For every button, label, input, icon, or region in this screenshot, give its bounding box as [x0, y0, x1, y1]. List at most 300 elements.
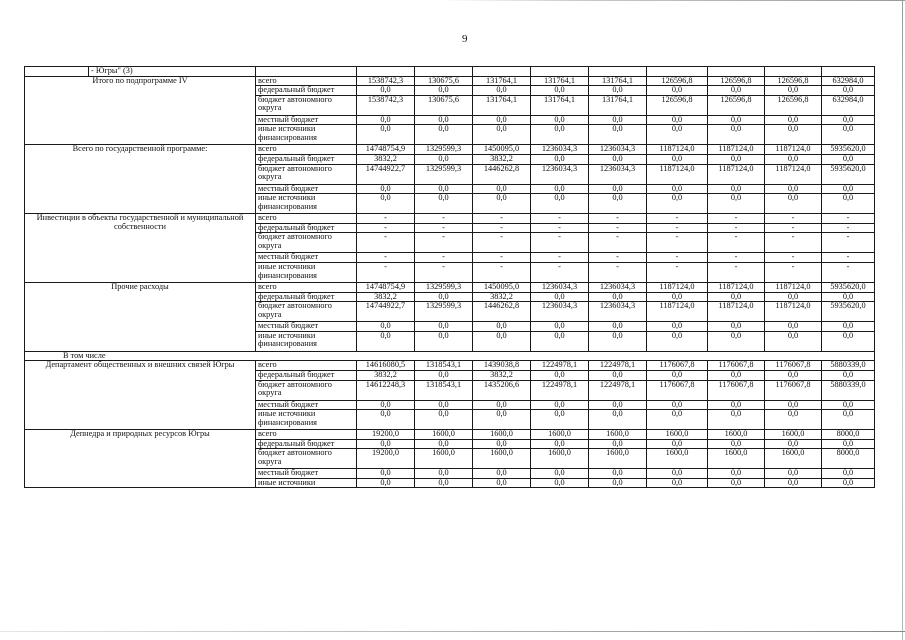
funding-source-cell: всего: [256, 76, 357, 86]
value-cell: -: [589, 214, 647, 224]
value-cell: 1600,0: [415, 430, 473, 440]
value-cell: -: [708, 223, 765, 233]
value-cell: 0,0: [531, 400, 589, 410]
value-cell: 0,0: [765, 400, 822, 410]
funding-source-cell: местный бюджет: [256, 184, 357, 194]
funding-source-cell: федеральный бюджет: [256, 439, 357, 449]
value-cell: 1600,0: [589, 449, 647, 469]
value-cell: 1600,0: [765, 430, 822, 440]
value-cell: 1600,0: [415, 449, 473, 469]
value-cell: 0,0: [708, 86, 765, 96]
value-cell: 0,0: [531, 154, 589, 164]
value-cell: 0,0: [708, 292, 765, 302]
funding-source-cell: бюджет автономного округа: [256, 95, 357, 115]
value-cell: 3832,2: [357, 154, 415, 164]
value-cell: 1176067,8: [647, 361, 708, 371]
value-cell: 0,0: [357, 194, 415, 214]
value-cell: 1187124,0: [765, 145, 822, 155]
value-cell: 1538742,3: [357, 76, 415, 86]
funding-source-cell: местный бюджет: [256, 322, 357, 332]
value-cell: 8000,0: [822, 449, 875, 469]
funding-source-cell: всего: [256, 282, 357, 292]
value-cell: 0,0: [589, 469, 647, 479]
value-cell: 0,0: [589, 439, 647, 449]
scan-edge-bottom: [0, 631, 905, 632]
funding-source-cell: иные источники финансирования: [256, 262, 357, 282]
value-cell: 0,0: [473, 478, 531, 488]
value-cell: 0,0: [589, 478, 647, 488]
funding-source-cell: всего: [256, 145, 357, 155]
page-number: 9: [462, 33, 468, 45]
value-cell: 0,0: [708, 115, 765, 125]
value-cell: 1538742,3: [357, 95, 415, 115]
funding-source-cell: федеральный бюджет: [256, 154, 357, 164]
value-cell: 0,0: [589, 370, 647, 380]
value-cell: 0,0: [822, 86, 875, 96]
funding-source-cell: бюджет автономного округа: [256, 302, 357, 322]
value-cell: 1236034,3: [589, 302, 647, 322]
value-cell: 5880339,0: [822, 380, 875, 400]
value-cell: 1187124,0: [708, 302, 765, 322]
value-cell: 0,0: [822, 322, 875, 332]
value-cell: 0,0: [415, 154, 473, 164]
value-cell: 1450095,0: [473, 282, 531, 292]
continuation-empty-cell: [822, 67, 875, 77]
value-cell: 5935620,0: [822, 302, 875, 322]
value-cell: 8000,0: [822, 430, 875, 440]
value-cell: 0,0: [415, 292, 473, 302]
value-cell: 0,0: [647, 331, 708, 351]
value-cell: 0,0: [589, 400, 647, 410]
value-cell: -: [357, 214, 415, 224]
funding-source-cell: местный бюджет: [256, 115, 357, 125]
value-cell: 3832,2: [357, 292, 415, 302]
value-cell: 1224978,1: [531, 380, 589, 400]
continuation-row: [25, 67, 875, 77]
value-cell: 1439038,8: [473, 361, 531, 371]
value-cell: -: [473, 233, 531, 253]
funding-source-cell: федеральный бюджет: [256, 86, 357, 96]
value-cell: 1236034,3: [531, 302, 589, 322]
value-cell: 0,0: [415, 439, 473, 449]
value-cell: 0,0: [647, 125, 708, 145]
value-cell: 131764,1: [531, 76, 589, 86]
value-cell: 5935620,0: [822, 282, 875, 292]
funding-source-cell: местный бюджет: [256, 253, 357, 263]
value-cell: -: [531, 214, 589, 224]
value-cell: 0,0: [415, 410, 473, 430]
value-cell: 126596,8: [708, 76, 765, 86]
value-cell: 0,0: [647, 370, 708, 380]
value-cell: 0,0: [822, 292, 875, 302]
value-cell: 0,0: [473, 400, 531, 410]
value-cell: 0,0: [647, 194, 708, 214]
value-cell: 0,0: [765, 194, 822, 214]
value-cell: 0,0: [765, 184, 822, 194]
continuation-empty-cell: [256, 67, 357, 77]
budget-table: [24, 66, 875, 488]
value-cell: 1176067,8: [708, 361, 765, 371]
funding-source-cell: иные источники финансирования: [256, 194, 357, 214]
value-cell: 0,0: [415, 115, 473, 125]
value-cell: 0,0: [647, 478, 708, 488]
value-cell: 0,0: [357, 184, 415, 194]
value-cell: 0,0: [765, 370, 822, 380]
value-cell: 14744922,7: [357, 164, 415, 184]
value-cell: 0,0: [765, 115, 822, 125]
value-cell: 1236034,3: [589, 164, 647, 184]
value-cell: 1187124,0: [765, 302, 822, 322]
funding-source-cell: иные источники финансирования: [256, 125, 357, 145]
value-cell: 0,0: [822, 115, 875, 125]
value-cell: 131764,1: [473, 95, 531, 115]
value-cell: -: [473, 214, 531, 224]
value-cell: 0,0: [708, 469, 765, 479]
value-cell: 0,0: [589, 194, 647, 214]
value-cell: -: [415, 223, 473, 233]
value-cell: 1187124,0: [708, 282, 765, 292]
value-cell: -: [415, 262, 473, 282]
value-cell: 0,0: [765, 322, 822, 332]
value-cell: 0,0: [531, 125, 589, 145]
value-cell: 0,0: [647, 154, 708, 164]
value-cell: 1187124,0: [647, 282, 708, 292]
value-cell: 1600,0: [708, 430, 765, 440]
value-cell: -: [531, 253, 589, 263]
value-cell: -: [415, 233, 473, 253]
value-cell: -: [647, 262, 708, 282]
value-cell: -: [531, 233, 589, 253]
value-cell: 0,0: [473, 322, 531, 332]
value-cell: 1236034,3: [531, 282, 589, 292]
in-that-number-row: [25, 351, 875, 361]
value-cell: -: [765, 214, 822, 224]
value-cell: 0,0: [647, 322, 708, 332]
value-cell: 0,0: [765, 86, 822, 96]
value-cell: 1187124,0: [647, 145, 708, 155]
value-cell: -: [415, 253, 473, 263]
budget-table-body: [25, 67, 875, 488]
value-cell: -: [765, 233, 822, 253]
value-cell: 1187124,0: [647, 302, 708, 322]
value-cell: 0,0: [589, 115, 647, 125]
value-cell: 0,0: [708, 410, 765, 430]
value-cell: 0,0: [822, 478, 875, 488]
group-label-cell: Депнедра и природных ресурсов Югры: [25, 430, 256, 488]
value-cell: 0,0: [473, 184, 531, 194]
funding-source-cell: всего: [256, 214, 357, 224]
value-cell: -: [822, 223, 875, 233]
value-cell: 130675,6: [415, 95, 473, 115]
value-cell: 0,0: [708, 194, 765, 214]
value-cell: 0,0: [708, 400, 765, 410]
value-cell: 1187124,0: [708, 145, 765, 155]
value-cell: -: [708, 253, 765, 263]
value-cell: 0,0: [708, 370, 765, 380]
value-cell: 0,0: [822, 400, 875, 410]
table-row: [25, 361, 875, 371]
value-cell: 1600,0: [708, 449, 765, 469]
value-cell: 1600,0: [473, 449, 531, 469]
value-cell: 19200,0: [357, 449, 415, 469]
scan-edge-top: [440, 0, 905, 1]
value-cell: 0,0: [473, 331, 531, 351]
value-cell: -: [647, 253, 708, 263]
value-cell: 0,0: [531, 292, 589, 302]
value-cell: 0,0: [765, 154, 822, 164]
value-cell: 14748754,9: [357, 282, 415, 292]
value-cell: 0,0: [822, 125, 875, 145]
value-cell: -: [765, 253, 822, 263]
value-cell: 0,0: [589, 292, 647, 302]
value-cell: 0,0: [708, 331, 765, 351]
value-cell: 1236034,3: [589, 282, 647, 292]
value-cell: 0,0: [765, 410, 822, 430]
table-row: [25, 145, 875, 155]
value-cell: 1176067,8: [708, 380, 765, 400]
value-cell: 0,0: [531, 184, 589, 194]
value-cell: 5880339,0: [822, 361, 875, 371]
value-cell: 126596,8: [647, 76, 708, 86]
funding-source-cell: местный бюджет: [256, 469, 357, 479]
continuation-empty-cell: [589, 67, 647, 77]
value-cell: 0,0: [473, 469, 531, 479]
funding-source-cell: федеральный бюджет: [256, 292, 357, 302]
value-cell: -: [415, 214, 473, 224]
value-cell: 131764,1: [531, 95, 589, 115]
value-cell: -: [357, 253, 415, 263]
value-cell: 0,0: [589, 184, 647, 194]
value-cell: 0,0: [765, 331, 822, 351]
value-cell: 0,0: [822, 194, 875, 214]
value-cell: 1435206,6: [473, 380, 531, 400]
value-cell: 0,0: [357, 400, 415, 410]
value-cell: -: [708, 233, 765, 253]
value-cell: 0,0: [473, 410, 531, 430]
continuation-empty-cell: [647, 67, 708, 77]
value-cell: -: [473, 223, 531, 233]
value-cell: 1187124,0: [647, 164, 708, 184]
value-cell: 0,0: [589, 410, 647, 430]
value-cell: 0,0: [647, 469, 708, 479]
value-cell: 1236034,3: [589, 145, 647, 155]
value-cell: 1446262,8: [473, 302, 531, 322]
value-cell: 1329599,3: [415, 302, 473, 322]
value-cell: 0,0: [708, 154, 765, 164]
value-cell: 0,0: [647, 400, 708, 410]
value-cell: 0,0: [473, 115, 531, 125]
value-cell: 126596,8: [765, 95, 822, 115]
value-cell: 1176067,8: [765, 361, 822, 371]
value-cell: 0,0: [531, 370, 589, 380]
in-that-number-cell: В том числе: [25, 351, 875, 361]
value-cell: -: [357, 233, 415, 253]
value-cell: 0,0: [822, 154, 875, 164]
value-cell: 0,0: [357, 469, 415, 479]
value-cell: 1187124,0: [708, 164, 765, 184]
value-cell: -: [822, 253, 875, 263]
value-cell: 1224978,1: [531, 361, 589, 371]
value-cell: 0,0: [708, 322, 765, 332]
value-cell: 0,0: [647, 410, 708, 430]
value-cell: 0,0: [647, 86, 708, 96]
value-cell: 0,0: [473, 194, 531, 214]
funding-source-cell: иные источники финансирования: [256, 410, 357, 430]
value-cell: 0,0: [531, 410, 589, 430]
value-cell: -: [822, 214, 875, 224]
value-cell: 0,0: [765, 292, 822, 302]
value-cell: 0,0: [531, 478, 589, 488]
value-cell: 1600,0: [531, 430, 589, 440]
value-cell: 0,0: [357, 322, 415, 332]
continuation-label-cell: - Югры" (3): [89, 67, 256, 77]
funding-source-cell: иные источники финансирования: [256, 331, 357, 351]
value-cell: 0,0: [415, 469, 473, 479]
value-cell: 1236034,3: [531, 164, 589, 184]
value-cell: 1600,0: [531, 449, 589, 469]
value-cell: 0,0: [589, 322, 647, 332]
value-cell: 0,0: [531, 331, 589, 351]
value-cell: -: [473, 262, 531, 282]
value-cell: 0,0: [822, 331, 875, 351]
group-label-cell: Инвестиции в объекты государственной и муниципальной собственности: [25, 214, 256, 283]
value-cell: 0,0: [473, 439, 531, 449]
value-cell: -: [647, 233, 708, 253]
value-cell: 1318543,1: [415, 380, 473, 400]
value-cell: 0,0: [357, 86, 415, 96]
value-cell: 3832,2: [357, 370, 415, 380]
value-cell: 0,0: [473, 86, 531, 96]
funding-source-cell: бюджет автономного округа: [256, 449, 357, 469]
group-label-cell: Всего по государственной программе:: [25, 145, 256, 214]
value-cell: 0,0: [531, 439, 589, 449]
continuation-empty-cell: [415, 67, 473, 77]
value-cell: 0,0: [708, 439, 765, 449]
value-cell: 3832,2: [473, 370, 531, 380]
value-cell: 0,0: [415, 125, 473, 145]
value-cell: 0,0: [822, 439, 875, 449]
value-cell: 1600,0: [473, 430, 531, 440]
value-cell: -: [531, 262, 589, 282]
value-cell: 5935620,0: [822, 164, 875, 184]
value-cell: 0,0: [589, 125, 647, 145]
value-cell: 130675,6: [415, 76, 473, 86]
value-cell: -: [589, 262, 647, 282]
value-cell: -: [765, 262, 822, 282]
value-cell: 0,0: [415, 331, 473, 351]
funding-source-cell: местный бюджет: [256, 400, 357, 410]
value-cell: 1329599,3: [415, 145, 473, 155]
value-cell: 1224978,1: [589, 361, 647, 371]
value-cell: 0,0: [765, 125, 822, 145]
value-cell: 0,0: [708, 478, 765, 488]
funding-source-cell: иные источники: [256, 478, 357, 488]
table-row: [25, 76, 875, 86]
value-cell: -: [357, 223, 415, 233]
value-cell: 0,0: [765, 439, 822, 449]
value-cell: 0,0: [357, 331, 415, 351]
value-cell: 0,0: [765, 478, 822, 488]
funding-source-cell: бюджет автономного округа: [256, 233, 357, 253]
value-cell: 0,0: [415, 478, 473, 488]
value-cell: 0,0: [822, 410, 875, 430]
value-cell: 1236034,3: [531, 145, 589, 155]
continuation-empty-cell: [708, 67, 765, 77]
scan-edge-right: [902, 0, 903, 640]
value-cell: 0,0: [357, 478, 415, 488]
value-cell: 0,0: [357, 115, 415, 125]
value-cell: 0,0: [415, 184, 473, 194]
value-cell: 0,0: [357, 125, 415, 145]
value-cell: 1176067,8: [765, 380, 822, 400]
value-cell: -: [473, 253, 531, 263]
table-row: [25, 430, 875, 440]
funding-source-cell: бюджет автономного округа: [256, 164, 357, 184]
value-cell: 632984,0: [822, 76, 875, 86]
value-cell: 0,0: [589, 86, 647, 96]
continuation-empty-cell: [357, 67, 415, 77]
continuation-empty-cell: [473, 67, 531, 77]
value-cell: 0,0: [357, 410, 415, 430]
value-cell: 14744922,7: [357, 302, 415, 322]
funding-source-cell: всего: [256, 430, 357, 440]
value-cell: 1318543,1: [415, 361, 473, 371]
group-label-cell: Итого по подпрограмме IV: [25, 76, 256, 145]
value-cell: 14616080,5: [357, 361, 415, 371]
value-cell: 0,0: [531, 322, 589, 332]
value-cell: 0,0: [357, 439, 415, 449]
funding-source-cell: федеральный бюджет: [256, 370, 357, 380]
funding-source-cell: всего: [256, 361, 357, 371]
value-cell: 0,0: [531, 115, 589, 125]
value-cell: 3832,2: [473, 292, 531, 302]
value-cell: 0,0: [647, 115, 708, 125]
value-cell: 0,0: [647, 439, 708, 449]
value-cell: 14748754,9: [357, 145, 415, 155]
value-cell: 1329599,3: [415, 164, 473, 184]
value-cell: 1450095,0: [473, 145, 531, 155]
value-cell: 0,0: [531, 469, 589, 479]
value-cell: 0,0: [473, 125, 531, 145]
value-cell: 1329599,3: [415, 282, 473, 292]
value-cell: 131764,1: [589, 76, 647, 86]
value-cell: 19200,0: [357, 430, 415, 440]
value-cell: 126596,8: [765, 76, 822, 86]
value-cell: 131764,1: [473, 76, 531, 86]
value-cell: 0,0: [531, 194, 589, 214]
value-cell: 0,0: [589, 154, 647, 164]
value-cell: 3832,2: [473, 154, 531, 164]
value-cell: 0,0: [415, 194, 473, 214]
value-cell: 0,0: [708, 184, 765, 194]
table-row: [25, 282, 875, 292]
value-cell: 131764,1: [589, 95, 647, 115]
value-cell: -: [647, 223, 708, 233]
value-cell: -: [357, 262, 415, 282]
value-cell: -: [708, 214, 765, 224]
value-cell: -: [822, 233, 875, 253]
value-cell: 0,0: [708, 125, 765, 145]
value-cell: 1600,0: [647, 449, 708, 469]
value-cell: 1176067,8: [647, 380, 708, 400]
value-cell: -: [765, 223, 822, 233]
group-label-cell: Прочие расходы: [25, 282, 256, 351]
value-cell: -: [531, 223, 589, 233]
value-cell: -: [589, 223, 647, 233]
value-cell: 0,0: [415, 322, 473, 332]
value-cell: 0,0: [647, 292, 708, 302]
value-cell: 0,0: [415, 86, 473, 96]
